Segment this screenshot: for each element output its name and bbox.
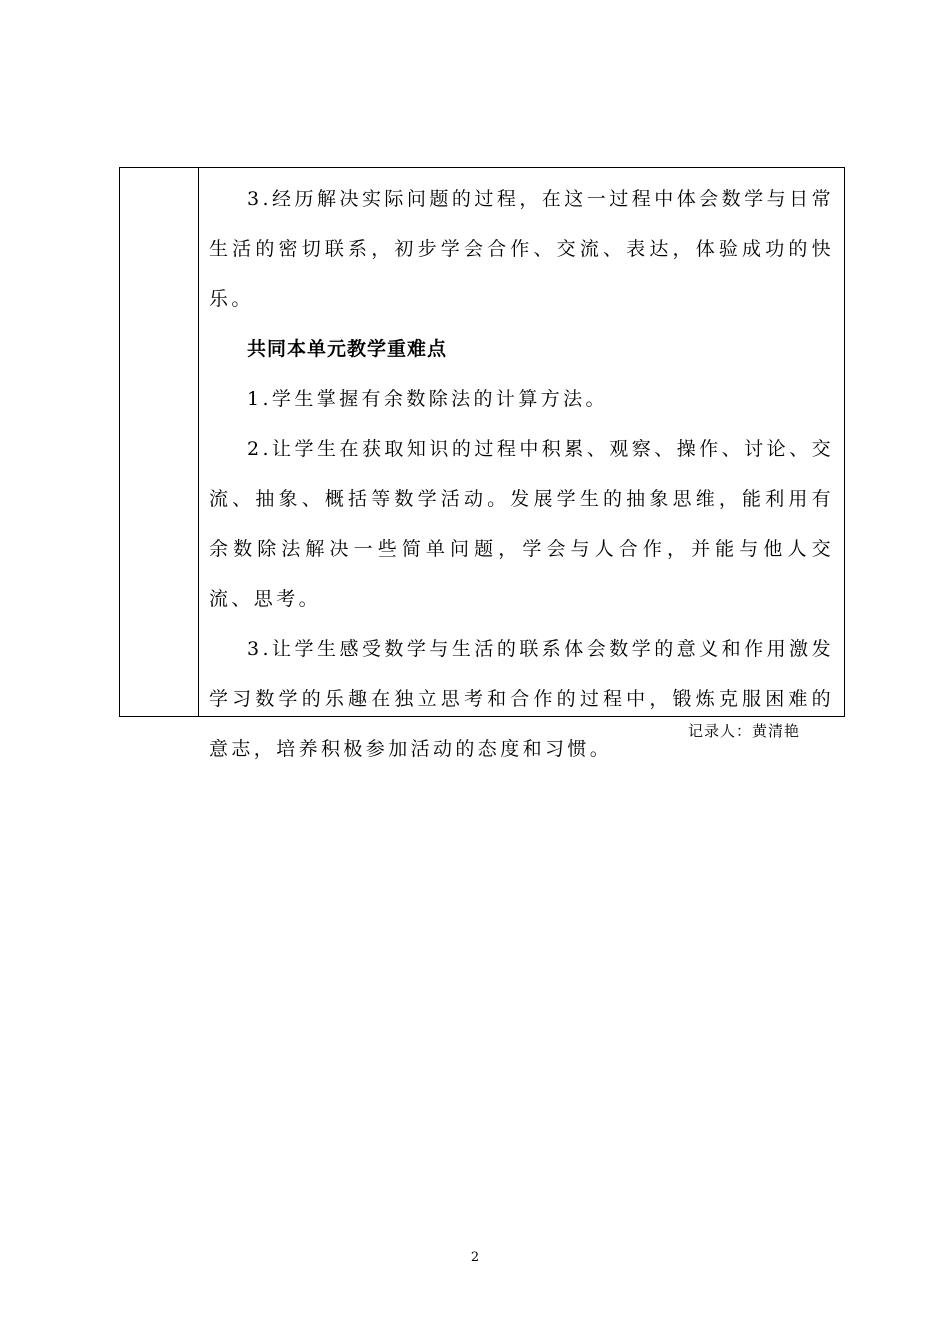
section-heading: 共同本单元教学重难点 xyxy=(247,338,448,360)
goal-paragraph-3: 3.经历解决实际问题的过程，在这一过程中体会数学与日常生活的密切联系，初步学会合作、交流、表达，体验成功的快乐。 xyxy=(209,188,834,310)
key-point-2: 2.让学生在获取知识的过程中积累、观察、操作、讨论、交流、抽象、概括等数学活动。发展学生的抽象思维，能利用有余数除法解决一些简单问题，学会与人合作，并能与他人交流、思考。 xyxy=(209,438,834,610)
key-point-1: 1.学生掌握有余数除法的计算方法。 xyxy=(247,388,608,410)
page-number: 2 xyxy=(470,1250,480,1265)
key-point-3: 3.让学生感受数学与生活的联系体会数学的意义和作用激发学习数学的乐趣在独立思考和合作的过程中，锻炼克服困难的意志，培养积极参加活动的态度和习惯。 xyxy=(209,638,834,760)
recorder-note: 记录人：黄清艳 xyxy=(688,722,801,740)
table-left-cell xyxy=(120,168,199,716)
